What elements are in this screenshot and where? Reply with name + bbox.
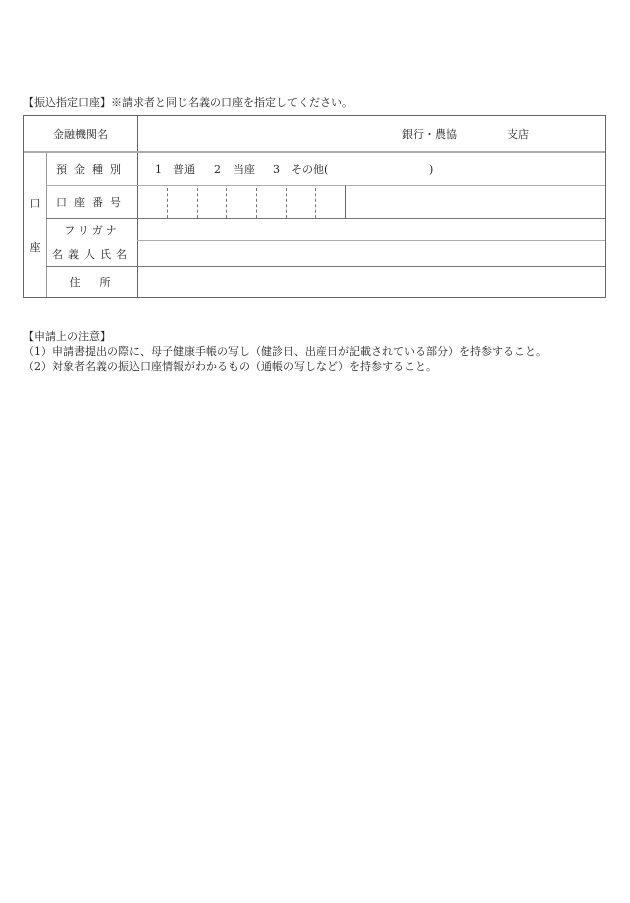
furigana-label: フリガナ	[64, 223, 120, 237]
bank-suffix: 銀行・農協	[402, 127, 457, 141]
address-field[interactable]	[138, 267, 605, 297]
note-item: （2）対象者名義の振込口座情報がわかるもの（通帳の写しなど）を持参すること。	[23, 360, 437, 373]
digit-separator	[286, 188, 287, 218]
account-number-field[interactable]	[138, 186, 345, 218]
furigana-field[interactable]	[138, 219, 605, 240]
holder-name-label: 名義人氏名	[52, 247, 132, 261]
application-notes	[23, 329, 547, 374]
option-checking[interactable]: 当座	[233, 163, 255, 176]
address-label: 住 所	[69, 276, 115, 289]
section-heading: 【振込指定口座】※請求者と同じ名義の口座を指定してください。	[23, 96, 353, 109]
bank-name-field[interactable]	[138, 116, 605, 151]
account-number-label: 口座番号	[56, 196, 128, 209]
bank-account-table	[23, 115, 606, 298]
bank-name-label: 金融機関名	[53, 127, 108, 141]
digit-separator	[315, 188, 316, 218]
digit-separator	[256, 188, 257, 218]
option-ordinary[interactable]: 普通	[173, 163, 195, 176]
deposit-type-field[interactable]: 1 普通 2 当座 3 その他( )	[155, 162, 434, 176]
deposit-type-label: 預金種別	[56, 163, 128, 176]
holder-name-field[interactable]	[138, 241, 605, 266]
digit-separator	[167, 188, 168, 218]
divider	[345, 186, 346, 219]
branch-suffix: 支店	[507, 127, 529, 141]
digit-separator	[226, 188, 227, 218]
option-other[interactable]: その他(	[291, 163, 329, 176]
digit-separator	[197, 188, 198, 218]
note-item: （1）申請書提出の際に、母子健康手帳の写し（健診日、出産日が記載されている部分）を持参すること。	[23, 345, 547, 358]
notes-title: 【申請上の注意】	[23, 330, 111, 343]
account-group-label: 口 座	[29, 197, 41, 254]
